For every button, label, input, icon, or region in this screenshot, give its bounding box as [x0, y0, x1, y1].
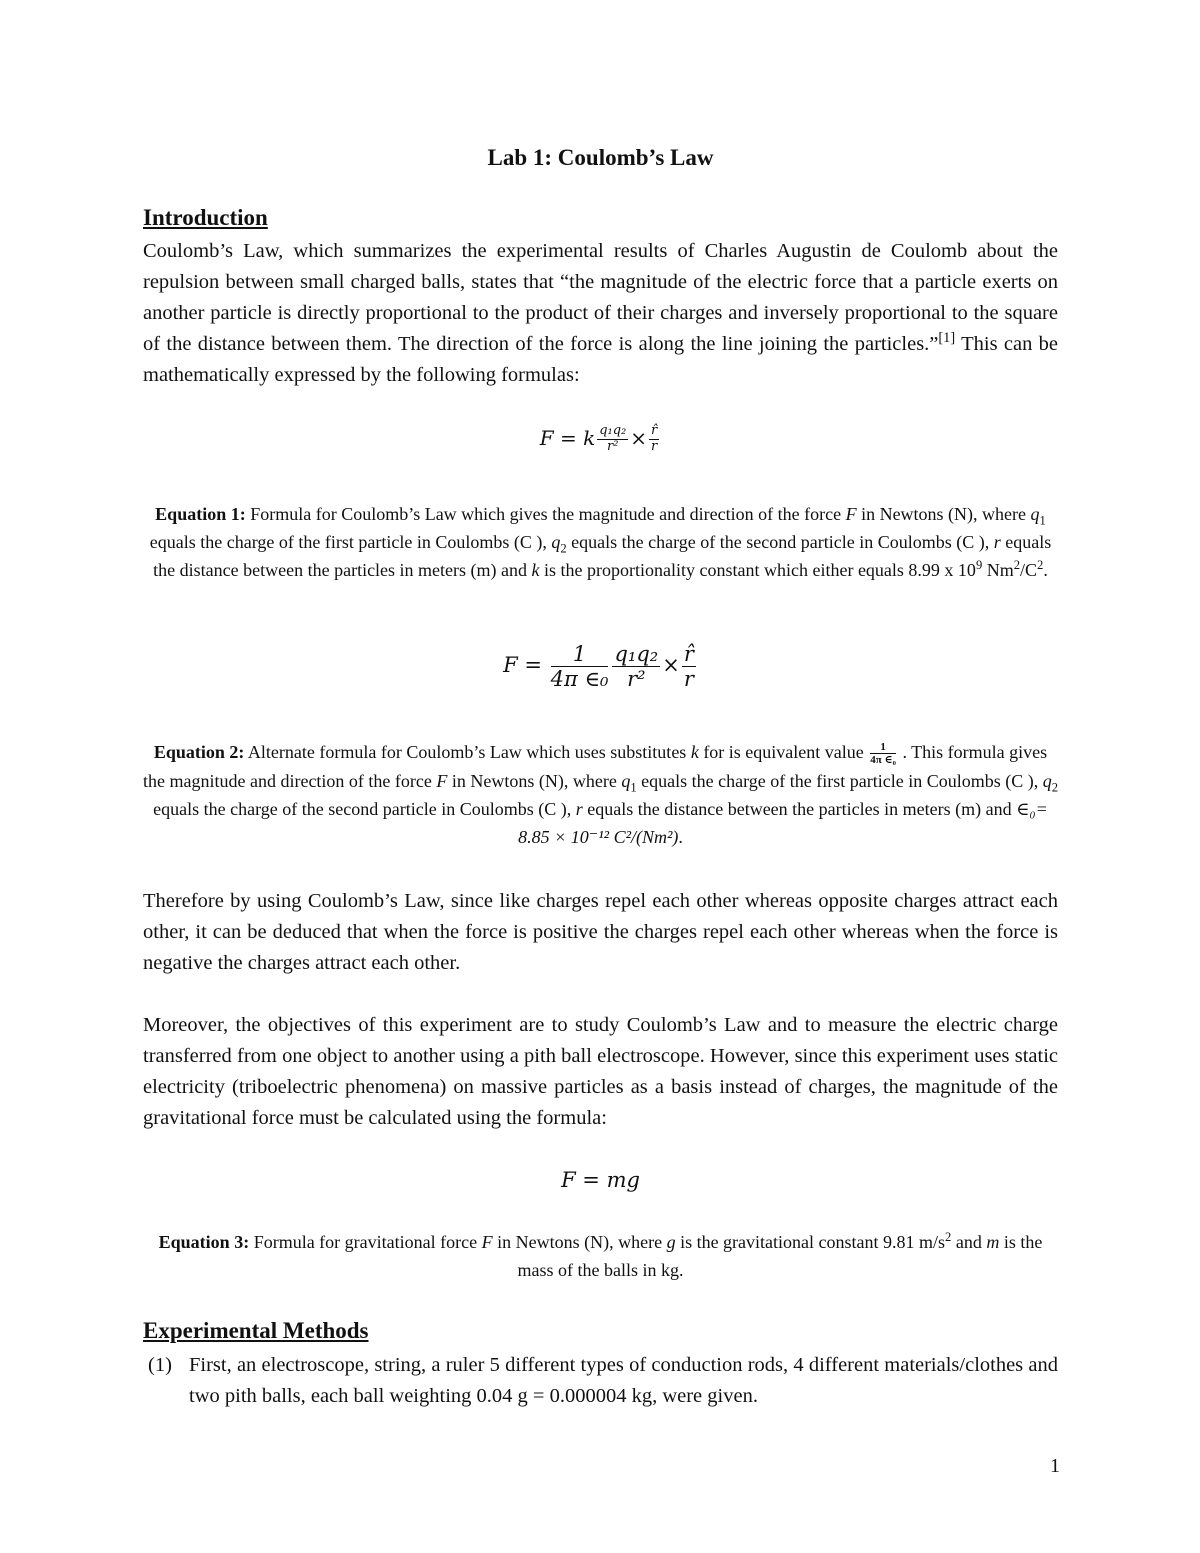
equation-1-caption: [143, 500, 1058, 584]
eq1-times: ×: [630, 425, 648, 450]
caption1-text: Nm: [982, 560, 1014, 580]
caption3-var: m: [986, 1232, 1000, 1252]
caption3-var: g: [666, 1232, 676, 1252]
caption1-var: k: [531, 560, 540, 580]
eq2-fraction-2: [612, 642, 660, 691]
caption1-var: q: [551, 532, 561, 552]
caption1-sub: 2: [560, 541, 567, 556]
caption2-text: . This formula gives the magnitude and direction of the force: [143, 742, 1048, 792]
caption1-text: in Newtons (N), where: [856, 504, 1031, 524]
eq1-unit-num: r̂: [651, 423, 658, 438]
eq1-unit-den: r: [651, 438, 658, 454]
eq1-lhs: F = k: [539, 425, 596, 450]
caption1-text: equals the charge of the first particle in Coulombs (C ),: [149, 532, 552, 552]
eq1-unit-fraction: [649, 424, 659, 455]
eq1-num: q₁q₂: [599, 423, 627, 438]
caption2-epsilon-value: ∈₀= 8.85 × 10⁻¹² C²/(Nm²): [518, 799, 1048, 848]
equation-3-caption: [143, 1228, 1058, 1284]
caption2-text: Alternate formula for Coulomb’s Law which uses substitutes: [244, 742, 691, 762]
eq2-num2: q₁q₂: [614, 642, 659, 666]
caption1-text: equals the charge of the second particle in Coulombs (C ),: [566, 532, 994, 552]
caption2-text: for is equivalent value: [698, 742, 869, 762]
page-number: 1: [1050, 1455, 1060, 1477]
caption2-frac-num: 1: [870, 741, 896, 755]
caption2-text: .: [678, 827, 683, 848]
eq2-num1: 1: [551, 642, 609, 667]
caption2-text: equals the charge of the first particle in Coulombs (C ),: [636, 771, 1043, 792]
caption3-sup: 2: [945, 1230, 952, 1244]
caption1-sub: 1: [1039, 513, 1046, 528]
caption1-label: Equation 1:: [155, 504, 246, 524]
eq2-den1: 4π ∈₀: [550, 667, 609, 692]
equation-2: [143, 642, 1058, 691]
caption2-var: k: [690, 742, 699, 762]
caption2-inline-fraction: [870, 741, 896, 767]
equation-2-caption: [143, 738, 1058, 851]
eq2-unit-den: r: [683, 667, 694, 692]
caption2-sub: 1: [630, 780, 637, 795]
paragraph-objectives: Moreover, the objectives of this experiment are to study Coulomb’s Law and to measure the electric charge transferred from one object to another using a pith ball electroscope. However, since this experiment uses static electricity (triboelectric phenomena) on massive particles as a basis instead of charges, the magnitude of the gravitational force must be calculated using the formula:: [143, 1014, 1058, 1129]
caption1-text: is the proportionality constant which either equals 8.99 x 10: [539, 560, 976, 580]
intro-paragraph: [143, 236, 1058, 391]
caption1-text: .: [1043, 560, 1048, 580]
document-title: Lab 1: Coulomb’s Law: [487, 145, 714, 170]
caption2-frac-den: 4π ∈₀: [870, 754, 896, 767]
caption2-var: r: [575, 799, 583, 820]
eq2-den2: r²: [627, 667, 646, 692]
equation-1: [143, 424, 1058, 455]
eq2-lhs: F =: [503, 653, 542, 678]
caption1-text: equals the distance between the particles in meters (m) and: [153, 532, 1052, 580]
eq2-unit-num: r̂: [683, 642, 694, 666]
caption3-label: Equation 3:: [158, 1232, 250, 1252]
eq1-fraction: [597, 424, 628, 455]
caption2-var: q: [1042, 771, 1052, 792]
caption1-sup: 2: [1013, 558, 1021, 572]
list-item-number: (1): [148, 1354, 172, 1376]
caption1-sup: 2: [1037, 558, 1044, 572]
section-heading-experimental-methods: Experimental Methods: [143, 1318, 369, 1343]
eq2-unit-fraction: [682, 642, 696, 691]
intro-text-end: This can be mathematically expressed by the following formulas:: [143, 333, 1059, 386]
caption2-var: F: [436, 771, 448, 792]
caption2-var: q: [621, 771, 631, 792]
caption1-var: F: [845, 504, 857, 524]
document-page: [143, 0, 1058, 1553]
caption2-sub: 2: [1051, 780, 1059, 795]
section-heading-introduction: Introduction: [143, 205, 268, 230]
caption3-text: is the gravitational constant 9.81 m/s: [675, 1232, 946, 1252]
caption1-text: /C: [1020, 560, 1038, 580]
caption2-label: Equation 2:: [153, 742, 245, 762]
citation-ref: [1]: [938, 330, 956, 347]
caption2-text: equals the charge of the second particle in Coulombs (C ),: [153, 799, 576, 820]
caption2-text: in Newtons (N), where: [447, 771, 622, 792]
methods-list-item: [143, 1350, 1058, 1412]
eq2-times: ×: [662, 653, 680, 678]
caption1-text: Formula for Coulomb’s Law which gives the magnitude and direction of the force: [245, 504, 846, 524]
caption3-var: F: [481, 1232, 493, 1252]
caption1-sup: 9: [975, 558, 983, 572]
caption3-text: and: [951, 1232, 987, 1252]
list-item-text: First, an electroscope, string, a ruler 5 different types of conduction rods, 4 different materials/clothes and two pith balls, each ball weighting 0.04 g = 0.000004 kg, were given.: [189, 1354, 1058, 1407]
caption3-text: in Newtons (N), where: [492, 1232, 667, 1252]
caption1-var: q: [1030, 504, 1040, 524]
eq1-den: r²: [607, 438, 619, 454]
eq2-fraction-1: [551, 642, 609, 691]
caption3-text: is the mass of the balls in kg.: [517, 1232, 1043, 1280]
intro-text: Coulomb’s Law, which summarizes the experimental results of Charles Augustin de Coulomb about the repulsion between small charged balls, states that “the magnitude of the electric force that a particle exerts on another particle is directly proportional to the product of their charges and inversely proportional to the square of the distance between them. The direction of the force is along the line joining the particles.”: [143, 240, 1058, 355]
equation-3: F = mg: [561, 1168, 640, 1192]
caption3-text: Formula for gravitational force: [249, 1232, 482, 1252]
caption2-text: equals the distance between the particles in meters (m) and: [582, 799, 1017, 820]
paragraph-like-charges: Therefore by using Coulomb’s Law, since like charges repel each other whereas opposite charges attract each other, it can be deduced that when the force is positive the charges repel each other whereas when the force is negative the charges attract each other.: [143, 890, 1058, 974]
caption1-var: r: [993, 532, 1001, 552]
